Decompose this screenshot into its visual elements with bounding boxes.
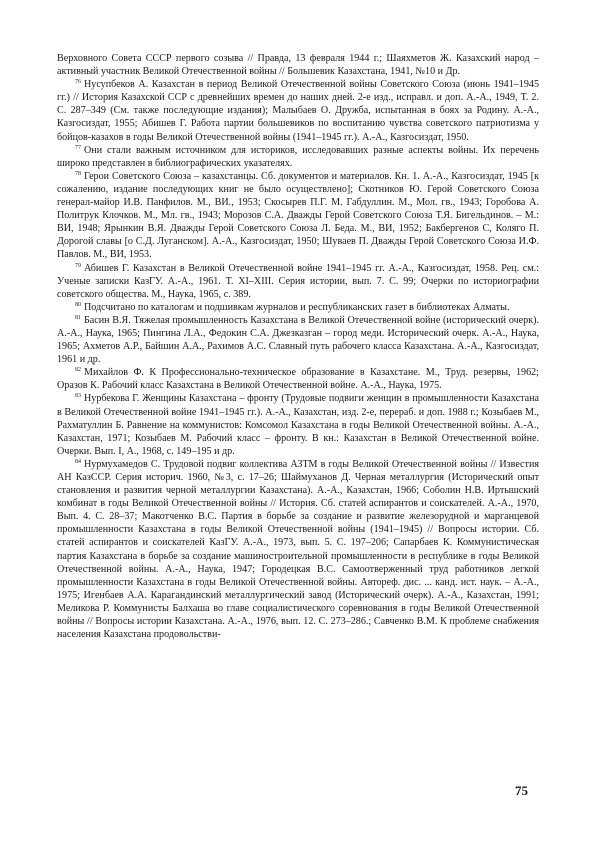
footnote-marker: 84 bbox=[75, 458, 81, 465]
footnote-continuation bbox=[57, 52, 539, 78]
footnote-marker: 81 bbox=[75, 314, 81, 321]
footnotes-block bbox=[57, 52, 539, 641]
footnote-76 bbox=[57, 78, 539, 143]
footnote-79 bbox=[57, 262, 539, 301]
footnote-marker: 77 bbox=[75, 144, 81, 151]
footnote-text: Басин В.Я. Тяжелая промышленность Казахстана в Великой Отечественной войне (исторический очерк). А.-А., Наука, 1965; Пингина Л.А., Федокин С.А. Джезказган – город меди. Исторический очерк. А.-А., Наука, 1965; Ахметов А.Р., Байшин А.А., Рахимов А.С. Славный путь рабочего класса Казахстана. А.-А., Казгосиздат, 1961 и др. bbox=[57, 314, 539, 366]
footnote-text: Нусупбеков А. Казахстан в период Великой Отечественной войны Советского Союза (июнь 1941–1945 гг.) // История Казахской ССР с древнейших времен до наших дней. 2-е изд., исправл. и доп. А.-А., 1949, Т. 2. С. 287–349 (См. также последующие издания); Малыбаев О. Дружба, испытанная в боях за Родину. А.-А., Казгосиздат, 1955; Абишев Г. Работа партии большевиков по воспитанию чувства советского патриотизма у бойцов-казахов в годы Великой Отечественной войны (1941–1945 гг.). А.-А., Казгосиздат, 1950. bbox=[57, 79, 539, 143]
footnote-text: Верховного Совета СССР первого созыва // Правда, 13 февраля 1944 г.; Шаяхметов Ж. Казахский народ – активный участник Великой Отечественной войны // Большевик Казахстана, 1941, №10 и Др. bbox=[57, 53, 539, 78]
footnote-marker: 83 bbox=[75, 393, 81, 400]
footnote-text: Михайлов Ф. К Профессионально-техническое образование в Казахстане. М., Труд. резервы, 1962; Оразов К. Рабочий класс Казахстана в Великой Отечественной войне. А.-А., Наука, 1975. bbox=[57, 367, 539, 392]
footnote-77 bbox=[57, 144, 539, 170]
footnote-text: Они стали важным источником для историков, исследовавших разные аспекты войны. Их перечень широко представлен в библиографических указателях. bbox=[57, 144, 539, 169]
footnote-marker: 79 bbox=[75, 262, 81, 269]
footnote-text: Нурмухамедов С. Трудовой подвиг коллектива АЗТМ в годы Великой Отечественной войны // Известия АН КазССР. Серия историч. 1960, №3, с. 17–26; Шаймуханов Д. Черная металлургия (Исторический опыт становления и развития черной металлургии Казахстана). А.-А., Казахстан, 1966; Соболин Н.В. Иртышский комбинат в годы Великой Отечественной войны // История. Сб. статей аспирантов и соискателей. А.-А., 1970, Вып. 4. С. 28–37; Макотченко В.С. Партия в борьбе за создание и развитие железорудной и марганцевой промышленности Казахстана в годы Великой Отечественной войны (1941–1945) // Вопросы истории. Сб. статей аспирантов и соискателей КазГУ. А.-А., 1973, вып. 5. С. 197–206; Сапарбаев К. Коммунистическая партия Казахстана в борьбе за создание машиностроительной промышленности в республике в годы Великой Отечественной войны. А.-А., Наука, 1947; Городецкая В.С. Самоотверженный труд работников легкой промышленности Казахстана в годы Великой Отечественной войны. Автореф. дис. ... канд. ист. наук. – А.-А., 1975; Игенбаев А.А. Карагандинский металлургический завод (Исторический очерк). А.-А., Казахстан, 1991; Меликова Р. Коммунисты Балхаша во главе социалистического соревнования в годы Великой Отечественной войны // Вопросы истории Казахстана. А.-А., 1976, вып. 12. С. 273–286.; Савченко В.М. К проблеме снабжения населения Казахстана продовольстви- bbox=[57, 458, 539, 641]
footnote-80 bbox=[57, 301, 539, 314]
footnote-84 bbox=[57, 458, 539, 641]
footnote-82 bbox=[57, 366, 539, 392]
footnote-81 bbox=[57, 314, 539, 366]
footnote-text: Подсчитано по каталогам и подшивкам журналов и республиканских газет в библиотеках Алматы. bbox=[84, 301, 510, 313]
footnote-text: Герои Советского Союза – казахстанцы. Сб. документов и материалов. Кн. 1. А.-А., Казгосиздат, 1945 [к сожалению, издание последующих книг не было осуществлено]; Скотников Ю. Герой Советского Союза генерал-майор И.В. Панфилов. М., ВИ., 1953; Скосырев П.Г. М. Габдуллин. М., Мол. гв., 1943; Горобова А. Политрук Клочков. М., Мл. гв., 1943; Морозов С.А. Дважды Герой Советского Союза Т.Я. Бигельдинов. – М.: ВИ, 1948; Ярынкин В.Я. Дважды Герой Советского Союза Л. Беда. М., ВИ, 1952; Бакбергенов С, Коляго П. Дорогой славы [о С.Д. Луганском]. А.-А., Казгосиздат, 1950; Шуваев П. Дважды Герой Советского Союза И.Ф. Павлов. М., ВИ, 1953. bbox=[57, 170, 539, 261]
footnote-marker: 80 bbox=[75, 301, 81, 308]
footnote-marker: 76 bbox=[75, 79, 81, 86]
footnote-marker: 82 bbox=[75, 367, 81, 374]
footnote-text: Абишев Г. Казахстан в Великой Отечественной войне 1941–1945 гг. А.-А., Казгосиздат, 1958. Рец. см.: Ученые записки КазГУ. А.-А., 1961. Т. XI–XIII. Серия истории, вып. 7. С. 99; Очерки по историографии советского общества. М., Наука, 1965, с. 389. bbox=[57, 262, 539, 300]
footnote-text: Нурбекова Г. Женщины Казахстана – фронту (Трудовые подвиги женщин в промышленности Казахстана в Великой Отечественной войне 1941–1945 гг.). А.-А., Казахстан, изд. 2-е, перераб. и доп. 1988 г.; Козыбаев М., Рахматуллин Б. Равнение на коммунистов: Комсомол Казахстана в годы Великой Отечественной войны. А.-А., Казахстан, 1971; Козыбаев М. Рабочий класс – фронту. В кн.: Казахстан в Великой Отечественной войне. Очерки. Вып. I, А., 1968, с. 149–195 и др. bbox=[57, 393, 539, 457]
footnote-83 bbox=[57, 392, 539, 457]
footnote-78 bbox=[57, 170, 539, 262]
page-number: 75 bbox=[515, 783, 528, 798]
footnote-marker: 78 bbox=[75, 170, 81, 177]
